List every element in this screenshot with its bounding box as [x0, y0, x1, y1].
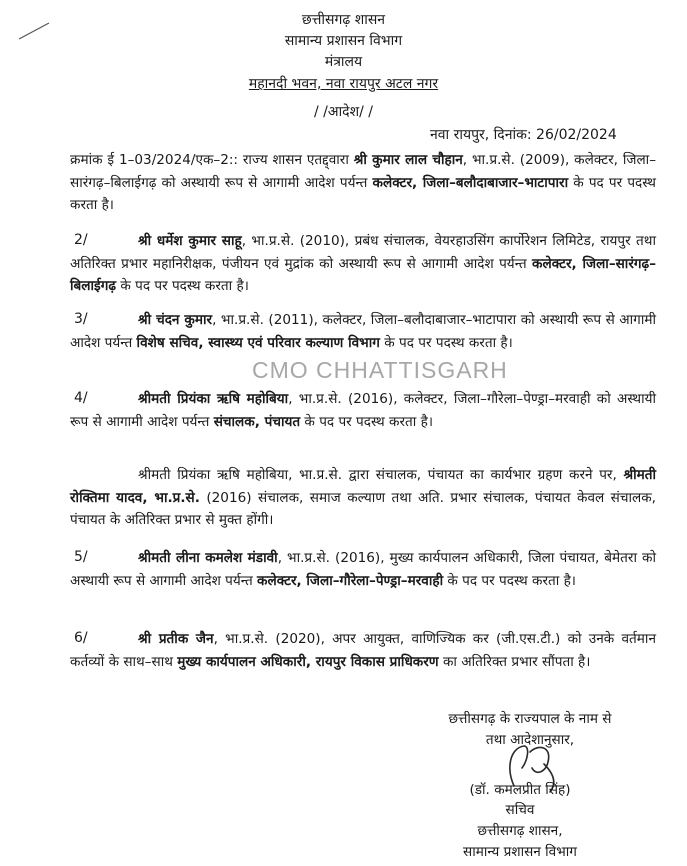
- signatory-name: (डॉ. कमलप्रीत सिंह): [469, 782, 571, 798]
- paragraph-4-post: संचालक, पंचायत: [213, 413, 301, 430]
- paragraph-6-officer: श्री प्रतीक जैन: [138, 631, 214, 647]
- paragraph-1-text-c: , भा.प्र.से. (2009), कलेक्टर, जिला–सारंगढ़–बिलाईगढ़ को अस्थायी रूप से आगामी आदेश पर्यन्त: [70, 152, 656, 191]
- header-address: महानदी भवन, नवा रायपुर अटल नगर: [248, 76, 439, 92]
- paragraph-6-number: 6/: [74, 630, 88, 646]
- date-line: नवा रायपुर, दिनांक: 26/02/2024: [430, 127, 617, 143]
- order-paragraph-6: [70, 628, 656, 673]
- signatory-designation: सचिव: [505, 802, 535, 818]
- paragraph-3-text-e: के पद पर पदस्थ करता है।: [379, 334, 513, 351]
- paragraph-4-text-e: के पद पर पदस्थ करता है।: [300, 413, 433, 430]
- paragraph-6-text-e: का अतिरिक्त प्रभार सौंपता है।: [438, 653, 591, 670]
- paragraph-2-post: कलेक्टर, जिला–सारंगढ़–बिलाईगढ़: [70, 255, 656, 294]
- signature-order-line: तथा आदेशानुसार,: [485, 732, 575, 748]
- paragraph-1-text-a: क्रमांक ई 1–03/2024/एक–2:: राज्य शासन एतद्द्वारा: [70, 152, 354, 168]
- signatory-org-line-1: छत्तीसगढ़ शासन,: [477, 823, 563, 839]
- order-paragraph-2: [70, 230, 656, 298]
- paragraph-2-text-c: , भा.प्र.से. (2010), प्रबंध संचालक, वेयरहाउसिंग कार्पोरेशन लिमिटेड, रायपुर तथा अतिरिक्त प्रभार महानिरीक्षक, पंजीयन एवं मुद्रांक को अस्थायी रूप से आगामी आदेश पर्यन्त: [70, 233, 657, 272]
- paragraph-1-officer: श्री कुमार लाल चौहान: [353, 152, 463, 168]
- order-paragraph-5: [70, 547, 656, 592]
- order-paragraph-4: [70, 388, 656, 433]
- paragraph-4-officer: श्रीमती प्रियंका ऋषि महोबिया: [138, 391, 289, 407]
- signatory-org-line-2: सामान्य प्रशासन विभाग: [463, 844, 577, 860]
- header-department: सामान्य प्रशासन विभाग: [284, 33, 403, 49]
- paragraph-5-text-c: , भा.प्र.से. (2016), मुख्य कार्यपालन अधिकारी, जिला पंचायत, बेमेतरा को अस्थायी रूप से आगामी आदेश पर्यन्त: [70, 550, 656, 589]
- signature-authority-line: छत्तीसगढ़ के राज्यपाल के नाम से: [448, 711, 612, 727]
- order-title: / /आदेश/ /: [313, 104, 374, 120]
- paragraph-5-post: कलेक्टर, जिला–गौरेला–पेण्ड्रा–मरवाही: [257, 572, 444, 589]
- paragraph-3-post: विशेष सचिव, स्वास्थ्य एवं परिवार कल्याण विभाग: [136, 334, 380, 351]
- paragraph-5-number: 5/: [74, 549, 88, 565]
- paragraph-1-text-e: के पद पर पदस्थ करता है।: [70, 174, 656, 213]
- paragraph-2-text-e: के पद पर पदस्थ करता है।: [116, 278, 249, 294]
- paragraph-4-number: 4/: [74, 390, 88, 406]
- paragraph-1-post: कलेक्टर, जिला–बलौदाबाजार–भाटापारा: [372, 174, 569, 191]
- paragraph-5-text-e: के पद पर पदस्थ करता है।: [443, 572, 576, 589]
- paragraph-3-number: 3/: [74, 311, 88, 327]
- paragraph-4b-text-a: श्रीमती प्रियंका ऋषि महोबिया, भा.प्र.से. द्वारा संचालक, पंचायत का कार्यभार ग्रहण करने पर,: [138, 467, 624, 483]
- paragraph-4-text-c: , भा.प्र.से. (2016), कलेक्टर, जिला–गौरेला–पेण्ड्रा–मरवाही को अस्थायी रूप से आगामी आदेश पर्यन्त: [70, 391, 656, 430]
- order-paragraph-3: [70, 309, 656, 354]
- paragraph-4b-officer: श्रीमती रोक्तिमा यादव, भा.प्र.से.: [70, 467, 656, 506]
- header-government: छत्तीसगढ़ शासन: [301, 12, 386, 28]
- order-paragraph-1: [70, 149, 656, 217]
- paragraph-3-officer: श्री चंदन कुमार: [138, 312, 213, 328]
- paragraph-2-number: 2/: [74, 232, 88, 248]
- header-ministry: मंत्रालय: [324, 54, 363, 70]
- paragraph-4b-text-c: (2016) संचालक, समाज कल्याण तथा अति. प्रभार संचालक, पंचायत केवल संचालक, पंचायत के अतिरिक्त प्रभार से मुक्त होंगी।: [70, 489, 657, 528]
- watermark-text: CMO CHHATTISGARH: [252, 357, 508, 383]
- paragraph-6-text-c: , भा.प्र.से. (2020), अपर आयुक्त, वाणिज्यिक कर (जी.एस.टी.) को उनके वर्तमान कर्तव्यों के साथ–साथ: [70, 631, 656, 670]
- paragraph-5-officer: श्रीमती लीना कमलेश मंडावी: [138, 550, 278, 566]
- paragraph-6-post: मुख्य कार्यपालन अधिकारी, रायपुर विकास प्राधिकरण: [177, 653, 439, 670]
- paragraph-3-text-c: , भा.प्र.से. (2011), कलेक्टर, जिला–बलौदाबाजार–भाटापारा को अस्थायी रूप से आगामी आदेश पर्यन्त: [70, 312, 657, 351]
- paragraph-2-officer: श्री धर्मेश कुमार साहू: [138, 233, 242, 249]
- order-paragraph-4b: [70, 464, 656, 532]
